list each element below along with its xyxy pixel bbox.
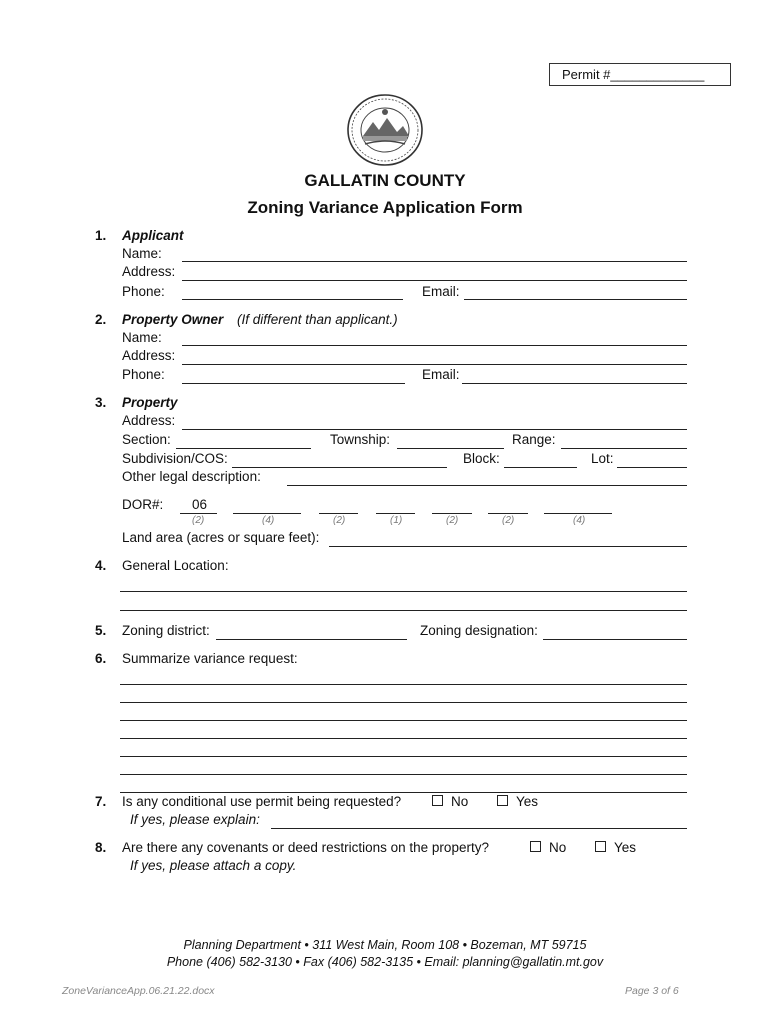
property-address-field[interactable] bbox=[182, 429, 687, 430]
covenants-yes-checkbox[interactable] bbox=[595, 841, 606, 852]
applicant-address-label: Address: bbox=[122, 264, 176, 279]
block-label: Block: bbox=[463, 451, 500, 466]
general-location-line-2[interactable] bbox=[120, 610, 687, 611]
other-legal-label: Other legal description: bbox=[122, 469, 261, 484]
applicant-name-field[interactable] bbox=[182, 261, 687, 262]
general-location-label: General Location: bbox=[122, 558, 229, 573]
section-field[interactable] bbox=[176, 448, 311, 449]
dor-field-1[interactable] bbox=[180, 513, 217, 514]
land-area-field[interactable] bbox=[329, 546, 687, 547]
cup-explain-field[interactable] bbox=[271, 828, 687, 829]
owner-address-field[interactable] bbox=[182, 364, 687, 365]
zoning-designation-label: Zoning designation: bbox=[420, 623, 538, 638]
section-5-number: 5. bbox=[95, 623, 107, 638]
applicant-phone-label: Phone: bbox=[122, 284, 165, 299]
page-number: Page 3 of 6 bbox=[625, 985, 679, 997]
property-heading: Property bbox=[122, 395, 178, 410]
cup-no-checkbox[interactable] bbox=[432, 795, 443, 806]
covenants-yes-option[interactable] bbox=[595, 840, 636, 855]
township-field[interactable] bbox=[397, 448, 504, 449]
covenants-no-label: No bbox=[549, 840, 567, 855]
variance-line-7[interactable] bbox=[120, 792, 687, 793]
block-field[interactable] bbox=[504, 467, 577, 468]
dor-field-7[interactable] bbox=[544, 513, 612, 514]
owner-address-label: Address: bbox=[122, 348, 176, 363]
cup-question: Is any conditional use permit being requested? bbox=[122, 794, 402, 809]
zoning-district-label: Zoning district: bbox=[122, 623, 210, 638]
subdivision-field[interactable] bbox=[232, 467, 447, 468]
covenants-yes-label: Yes bbox=[614, 840, 637, 855]
permit-number-box: Permit #_____________ bbox=[549, 63, 731, 86]
cup-no-label: No bbox=[451, 794, 469, 809]
variance-line-3[interactable] bbox=[120, 720, 687, 721]
cup-yes-option[interactable] bbox=[497, 794, 538, 809]
applicant-email-field[interactable] bbox=[464, 299, 687, 300]
owner-phone-field[interactable] bbox=[182, 383, 405, 384]
cup-no-option[interactable] bbox=[432, 794, 468, 809]
land-area-label: Land area (acres or square feet): bbox=[122, 530, 320, 545]
zoning-district-field[interactable] bbox=[216, 639, 407, 640]
general-location-line-1[interactable] bbox=[120, 591, 687, 592]
subdivision-label: Subdivision/COS: bbox=[122, 451, 228, 466]
footer-address: Planning Department • 311 West Main, Room 108 • Bozeman, MT 59715 bbox=[183, 938, 587, 952]
lot-field[interactable] bbox=[617, 467, 687, 468]
range-label: Range: bbox=[512, 432, 556, 447]
section-8-number: 8. bbox=[95, 840, 107, 855]
dor-hint-3: (2) bbox=[333, 515, 346, 526]
page-title: GALLATIN COUNTY bbox=[304, 171, 466, 190]
section-3-number: 3. bbox=[95, 395, 107, 410]
dor-hint-2: (4) bbox=[262, 515, 275, 526]
variance-line-6[interactable] bbox=[120, 774, 687, 775]
county-seal bbox=[345, 92, 425, 168]
covenants-no-checkbox[interactable] bbox=[530, 841, 541, 852]
owner-email-label: Email: bbox=[422, 367, 460, 382]
form-subtitle: Zoning Variance Application Form bbox=[247, 198, 523, 217]
other-legal-field[interactable] bbox=[287, 485, 687, 486]
property-owner-note: (If different than applicant.) bbox=[237, 312, 398, 327]
cup-explain-label: If yes, please explain: bbox=[130, 812, 260, 827]
dor-field-6[interactable] bbox=[488, 513, 528, 514]
applicant-name-label: Name: bbox=[122, 246, 162, 261]
dor-hint-5: (2) bbox=[446, 515, 459, 526]
section-2-number: 2. bbox=[95, 312, 107, 327]
applicant-phone-field[interactable] bbox=[182, 299, 403, 300]
dor-hint-1: (2) bbox=[192, 515, 205, 526]
owner-email-field[interactable] bbox=[462, 383, 687, 384]
applicant-email-label: Email: bbox=[422, 284, 460, 299]
section-6-number: 6. bbox=[95, 651, 107, 666]
section-4-number: 4. bbox=[95, 558, 107, 573]
zoning-designation-field[interactable] bbox=[543, 639, 687, 640]
dor-field-5[interactable] bbox=[432, 513, 472, 514]
section-label: Section: bbox=[122, 432, 171, 447]
applicant-heading: Applicant bbox=[122, 228, 184, 243]
owner-phone-label: Phone: bbox=[122, 367, 165, 382]
cup-yes-checkbox[interactable] bbox=[497, 795, 508, 806]
property-owner-heading: Property Owner bbox=[122, 312, 224, 327]
covenants-question: Are there any covenants or deed restrictions on the property? bbox=[122, 840, 489, 855]
section-1-number: 1. bbox=[95, 228, 107, 243]
dor-hint-6: (2) bbox=[502, 515, 515, 526]
covenants-no-option[interactable] bbox=[530, 840, 566, 855]
dor-label: DOR#: bbox=[122, 497, 164, 512]
range-field[interactable] bbox=[561, 448, 687, 449]
variance-line-2[interactable] bbox=[120, 702, 687, 703]
property-address-label: Address: bbox=[122, 413, 176, 428]
variance-line-4[interactable] bbox=[120, 738, 687, 739]
dor-field-4[interactable] bbox=[376, 513, 415, 514]
dor-hint-7: (4) bbox=[573, 515, 586, 526]
dor-field-3[interactable] bbox=[319, 513, 358, 514]
cup-yes-label: Yes bbox=[516, 794, 539, 809]
owner-name-field[interactable] bbox=[182, 345, 687, 346]
document-filename: ZoneVarianceApp.06.21.22.docx bbox=[62, 985, 215, 997]
dor-hint-4: (1) bbox=[390, 515, 403, 526]
footer-contact: Phone (406) 582-3130 • Fax (406) 582-3135 • Email: planning@gallatin.mt.gov bbox=[166, 955, 604, 969]
dor-field-2[interactable] bbox=[233, 513, 301, 514]
variance-request-label: Summarize variance request: bbox=[122, 651, 298, 666]
variance-line-5[interactable] bbox=[120, 756, 687, 757]
township-label: Township: bbox=[330, 432, 391, 447]
applicant-address-field[interactable] bbox=[182, 280, 687, 281]
covenants-attach-note: If yes, please attach a copy. bbox=[130, 858, 297, 873]
owner-name-label: Name: bbox=[122, 330, 162, 345]
section-7-number: 7. bbox=[95, 794, 107, 809]
variance-line-1[interactable] bbox=[120, 684, 687, 685]
dor-value: 06 bbox=[192, 497, 208, 512]
lot-label: Lot: bbox=[591, 451, 614, 466]
